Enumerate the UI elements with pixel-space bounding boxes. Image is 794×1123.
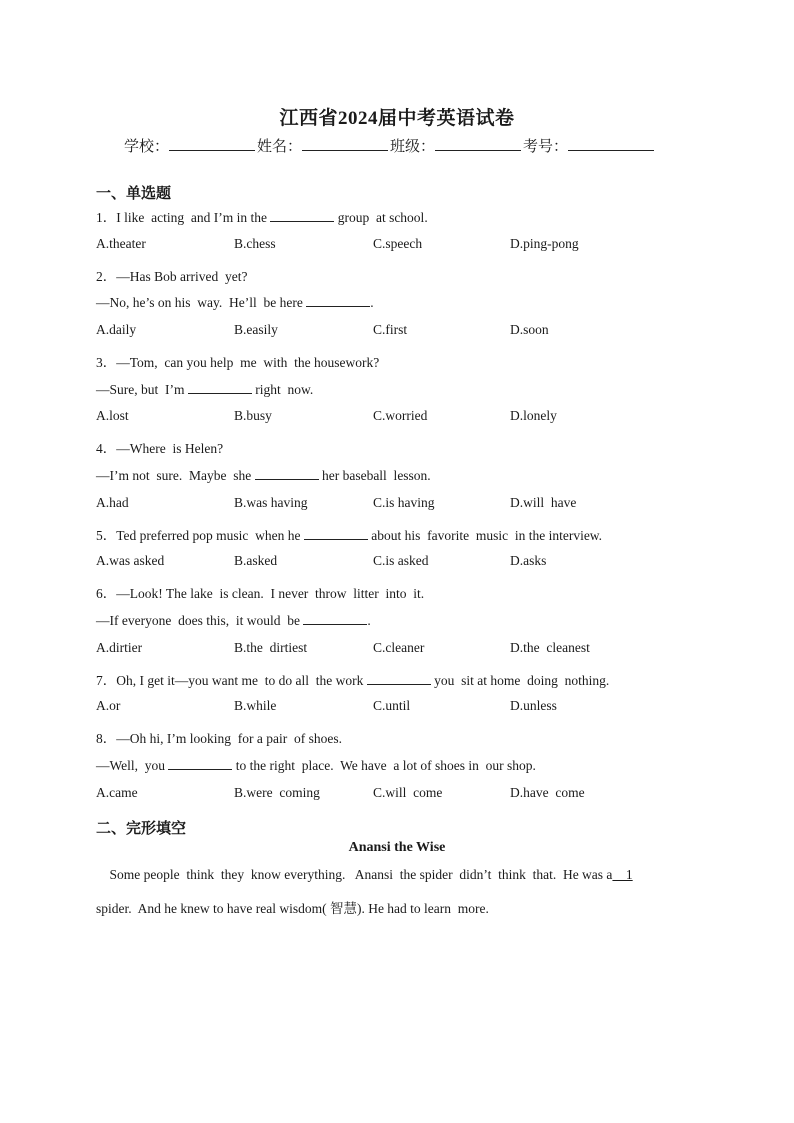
option-a: A.was asked: [96, 553, 165, 568]
question-3-options: [96, 408, 716, 426]
exam-number-label: 考号：: [523, 137, 569, 155]
question-4-reply: [96, 467, 431, 484]
question-2-options: [96, 322, 716, 340]
question-text: —Sure, but I’m: [96, 382, 188, 397]
question-text: 5．Ted preferred pop music when he: [96, 528, 304, 543]
option-d: D.ping-pong: [510, 236, 579, 251]
exam-number-blank: [568, 136, 654, 151]
question-text: .: [370, 295, 374, 310]
option-b: B.chess: [234, 236, 276, 251]
question-1-options: [96, 236, 716, 254]
answer-blank: [168, 757, 232, 770]
name-label: 姓名：: [257, 137, 303, 155]
question-1-line: [96, 206, 428, 226]
exam-title: 江西省2024届中考英语试卷: [279, 108, 515, 129]
option-c: C.is asked: [373, 553, 429, 568]
option-d: D.have come: [510, 785, 585, 800]
option-c: C.will come: [373, 785, 443, 800]
option-d: D.soon: [510, 322, 549, 337]
question-text: about his favorite music in the interview.: [367, 528, 603, 543]
question-2-line: 2．—Has Bob arrived yet?: [96, 269, 248, 284]
answer-blank: [188, 381, 252, 394]
question-text: —Well, you: [96, 758, 169, 773]
question-4-options: [96, 495, 716, 513]
question-text: to the right place. We have a lot of shoes in our shop.: [232, 758, 536, 773]
option-c: C.cleaner: [373, 640, 425, 655]
name-blank: [302, 136, 388, 151]
cloze-blank-1: 1: [612, 867, 633, 882]
option-b: B.busy: [234, 408, 272, 423]
question-6-line: 6．—Look! The lake is clean. I never throw litter into it.: [96, 586, 425, 601]
question-8-options: [96, 785, 716, 803]
answer-blank: [306, 294, 370, 307]
question-text: .: [367, 613, 371, 628]
school-label: 学校：: [124, 137, 170, 155]
passage-line-2: spider. And he knew to have real wisdom( 智慧). He had to learn more.: [96, 901, 489, 916]
option-a: A.daily: [96, 322, 137, 337]
option-a: A.lost: [96, 408, 129, 423]
answer-blank: [270, 209, 334, 222]
question-7-line: [96, 669, 609, 689]
question-2-reply: [96, 294, 374, 311]
question-5-options: [96, 553, 716, 571]
option-d: D.lonely: [510, 408, 557, 423]
question-text: you sit at home doing nothing.: [430, 673, 610, 688]
question-text: —If everyone does this, it would be: [96, 613, 304, 628]
student-info-line: [124, 135, 656, 156]
question-8-reply: [96, 757, 536, 774]
question-6-options: [96, 640, 716, 658]
option-b: B.was having: [234, 495, 308, 510]
option-c: C.first: [373, 322, 408, 337]
question-text: —I’m not sure. Maybe she: [96, 468, 255, 483]
option-c: C.is having: [373, 495, 435, 510]
option-d: D.the cleanest: [510, 640, 590, 655]
class-label: 班级：: [390, 137, 436, 155]
section-heading-cloze: 二、完形填空: [96, 819, 187, 837]
option-c: C.worried: [373, 408, 428, 423]
option-a: A.theater: [96, 236, 146, 251]
question-7-options: [96, 698, 716, 716]
question-text: her baseball lesson.: [318, 468, 431, 483]
option-a: A.had: [96, 495, 129, 510]
option-b: B.were coming: [234, 785, 320, 800]
option-a: A.came: [96, 785, 138, 800]
question-3-reply: [96, 381, 313, 398]
option-c: C.until: [373, 698, 411, 713]
class-blank: [435, 136, 521, 151]
answer-blank: [255, 467, 319, 480]
question-text: 7．Oh, I get it—you want me to do all the work: [96, 673, 367, 688]
option-b: B.asked: [234, 553, 278, 568]
option-b: B.easily: [234, 322, 278, 337]
option-d: D.asks: [510, 553, 547, 568]
option-a: A.dirtier: [96, 640, 143, 655]
passage-line-1: [96, 867, 633, 883]
question-8-line: 8．—Oh hi, I’m looking for a pair of shoes.: [96, 731, 342, 746]
question-6-reply: [96, 612, 371, 629]
question-text: group at school.: [334, 210, 428, 225]
option-d: D.unless: [510, 698, 557, 713]
option-b: B.the dirtiest: [234, 640, 308, 655]
question-5-line: [96, 524, 602, 544]
school-blank: [169, 136, 255, 151]
option-c: C.speech: [373, 236, 423, 251]
answer-blank: [304, 527, 368, 540]
section-heading-single-choice: 一、单选题: [96, 184, 172, 202]
passage-title: Anansi the Wise: [348, 840, 446, 855]
passage-text: Some people think they know everything. Anansi the spider didn’t think that. He was a: [96, 867, 613, 882]
question-text: right now.: [251, 382, 314, 397]
option-d: D.will have: [510, 495, 577, 510]
question-3-line: 3．—Tom, can you help me with the housework?: [96, 355, 380, 370]
answer-blank: [303, 612, 367, 625]
question-text: 1．I like acting and I’m in the: [96, 210, 271, 225]
answer-blank: [367, 672, 431, 685]
question-4-line: 4．—Where is Helen?: [96, 441, 224, 456]
question-text: —No, he’s on his way. He’ll be here: [96, 295, 307, 310]
option-a: A.or: [96, 698, 121, 713]
option-b: B.while: [234, 698, 277, 713]
